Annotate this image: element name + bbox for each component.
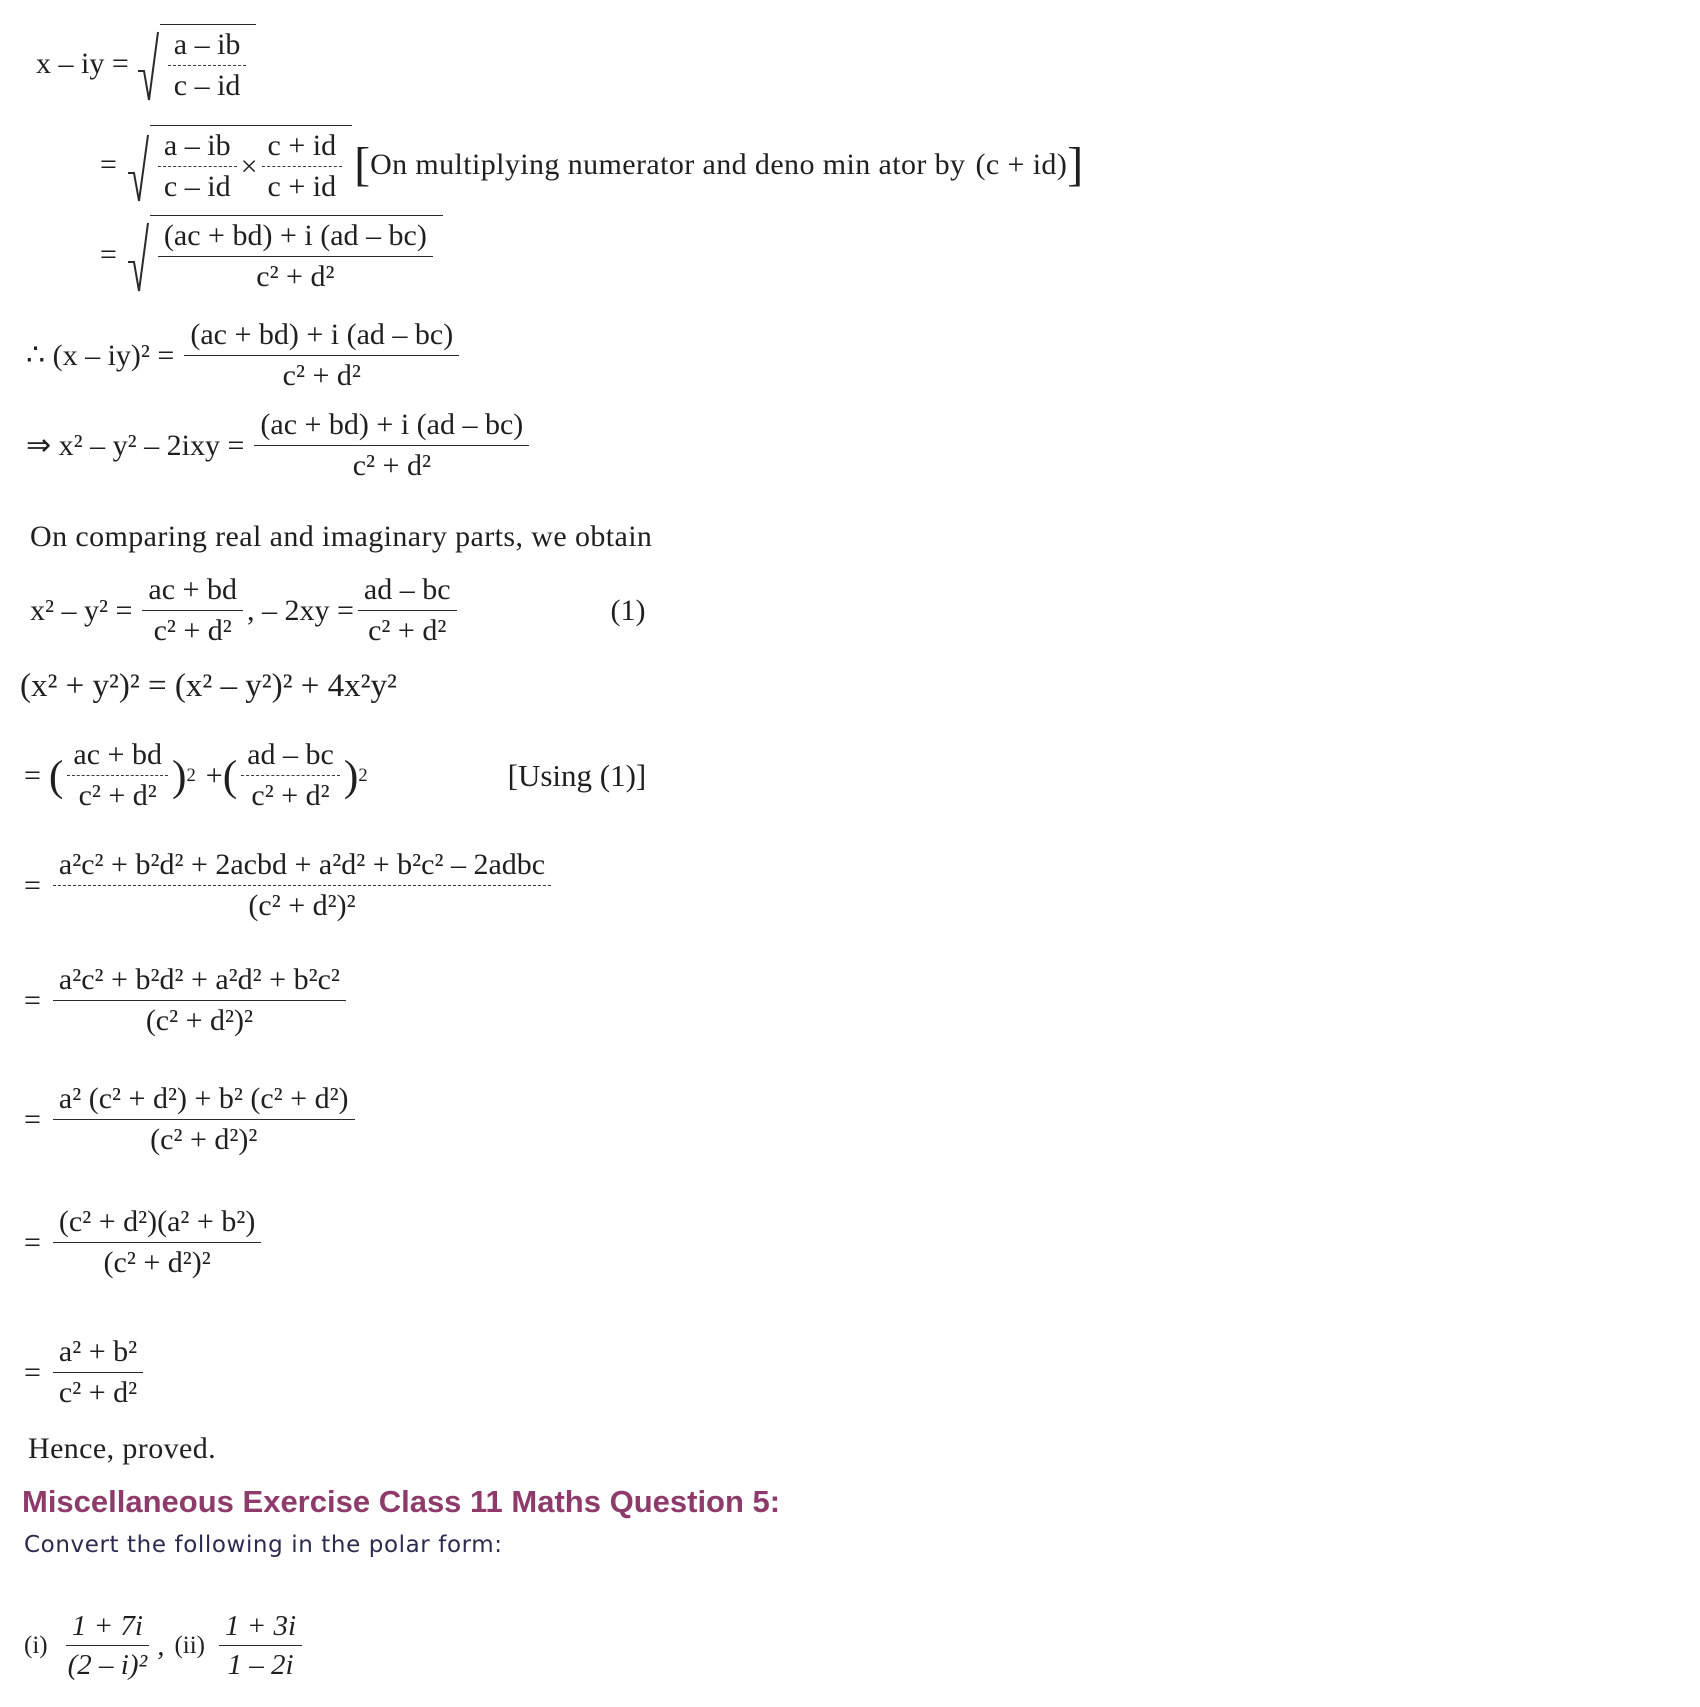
fraction-numerator: (ac + bd) + i (ad – bc) bbox=[158, 219, 433, 257]
fraction bbox=[53, 1205, 261, 1280]
equation-2-lhs: = bbox=[100, 147, 117, 181]
fraction bbox=[53, 963, 346, 1038]
equation-line-8 bbox=[20, 668, 397, 705]
radical-icon bbox=[127, 215, 150, 294]
fraction-denominator: c² + d² bbox=[256, 259, 335, 293]
close-paren: ) bbox=[171, 751, 187, 800]
equation-1-lhs: x – iy = bbox=[36, 46, 129, 80]
fraction-numerator: c + id bbox=[262, 129, 343, 167]
equation-line-11 bbox=[24, 963, 350, 1038]
hence-proved-text: Hence, proved. bbox=[28, 1432, 217, 1465]
equation-13-lhs: = bbox=[24, 1225, 41, 1259]
fraction-numerator: a – ib bbox=[168, 28, 247, 66]
fraction-denominator: c + id bbox=[267, 169, 337, 203]
close-paren: ) bbox=[343, 751, 359, 800]
fraction-numerator: ad – bc bbox=[358, 573, 457, 611]
fraction-numerator: ac + bd bbox=[142, 573, 243, 611]
fraction-numerator: a²c² + b²d² + 2acbd + a²d² + b²c² – 2adbc bbox=[53, 848, 551, 886]
question-i-fraction bbox=[62, 1610, 154, 1683]
fraction bbox=[53, 1335, 143, 1410]
equation-11-lhs: = bbox=[24, 983, 41, 1017]
fraction-second bbox=[358, 573, 457, 648]
sqrt-group bbox=[137, 24, 257, 103]
equation-line-10 bbox=[24, 848, 555, 923]
equation-number-tag: (1) bbox=[610, 593, 646, 627]
fraction-numerator: a² + b² bbox=[53, 1335, 143, 1373]
sqrt-radicand bbox=[160, 24, 257, 103]
fraction-numerator: a²c² + b²d² + a²d² + b²c² bbox=[53, 963, 346, 1001]
fraction-first bbox=[67, 738, 168, 813]
equation-2-note-tail: (c + id) bbox=[975, 147, 1068, 181]
radical-icon bbox=[137, 24, 160, 103]
multiplication-sign: × bbox=[240, 149, 258, 183]
equation-line-14 bbox=[24, 1335, 147, 1410]
equation-5-lhs: ⇒ x² – y² – 2ixy = bbox=[26, 429, 245, 462]
sqrt-radicand bbox=[150, 215, 443, 294]
fraction-denominator: c² + d² bbox=[352, 448, 431, 482]
equation-line-2 bbox=[100, 125, 1083, 204]
fraction-numerator: (ac + bd) + i (ad – bc) bbox=[184, 318, 459, 356]
equation-line-1 bbox=[36, 24, 258, 103]
equation-12-lhs: = bbox=[24, 1102, 41, 1136]
fraction-numerator: ad – bc bbox=[241, 738, 340, 776]
question-instruction: Convert the following in the polar form: bbox=[24, 1532, 503, 1558]
fraction-numerator: a – ib bbox=[158, 129, 237, 167]
fraction-numerator: (ac + bd) + i (ad – bc) bbox=[254, 408, 529, 446]
plus-sign: + bbox=[205, 758, 223, 792]
fraction-denominator: (2 – i)² bbox=[67, 1649, 148, 1682]
fraction-second bbox=[241, 738, 340, 813]
fraction-denominator: 1 – 2i bbox=[227, 1649, 294, 1682]
equation-line-5 bbox=[26, 408, 533, 483]
fraction-denominator: c² + d² bbox=[251, 778, 330, 812]
open-bracket: [ bbox=[354, 138, 371, 191]
fraction-denominator: c² + d² bbox=[368, 613, 447, 647]
fraction bbox=[158, 219, 433, 294]
sqrt-group bbox=[127, 215, 443, 294]
equation-line-13 bbox=[24, 1205, 265, 1280]
fraction bbox=[53, 1082, 355, 1157]
fraction-second bbox=[262, 129, 343, 204]
equation-14-lhs: = bbox=[24, 1355, 41, 1389]
fraction-denominator: (c² + d²)² bbox=[150, 1122, 258, 1156]
fraction-denominator: c² + d² bbox=[153, 613, 232, 647]
equation-10-lhs: = bbox=[24, 868, 41, 902]
fraction-denominator: (c² + d²)² bbox=[103, 1245, 211, 1279]
question-separator: , bbox=[157, 1629, 165, 1662]
using-note: [Using (1)] bbox=[507, 757, 647, 793]
equation-4-lhs: ∴ (x – iy)² = bbox=[26, 339, 175, 372]
fraction-denominator: c² + d² bbox=[58, 1375, 138, 1409]
identity-expression: (x² + y²)² = (x² – y²)² + 4x²y² bbox=[20, 668, 397, 704]
fraction-numerator: ac + bd bbox=[67, 738, 168, 776]
equation-line-3 bbox=[100, 215, 445, 294]
fraction-numerator: 1 + 3i bbox=[219, 1610, 302, 1646]
question-ii-label: (ii) bbox=[174, 1632, 205, 1660]
radical-icon bbox=[127, 125, 150, 204]
fraction-numerator: a² (c² + d²) + b² (c² + d²) bbox=[53, 1082, 355, 1120]
equation-line-4 bbox=[26, 318, 463, 393]
equation-7-mid: , – 2xy = bbox=[246, 593, 354, 627]
comparing-parts-text: On comparing real and imaginary parts, we obtain bbox=[30, 520, 653, 553]
fraction-denominator: c – id bbox=[173, 68, 241, 102]
fraction-denominator: c² + d² bbox=[282, 358, 361, 392]
equation-7-lhs: x² – y² = bbox=[30, 593, 133, 627]
sqrt-radicand bbox=[150, 125, 352, 204]
question-ii-fraction bbox=[219, 1610, 302, 1683]
fraction-denominator: (c² + d²)² bbox=[145, 1003, 254, 1037]
fraction-denominator: c² + d² bbox=[78, 778, 157, 812]
fraction bbox=[53, 848, 551, 923]
equation-9-lhs: = bbox=[24, 758, 41, 792]
fraction-first bbox=[142, 573, 243, 648]
equation-line-7 bbox=[30, 573, 646, 648]
close-bracket: ] bbox=[1067, 138, 1084, 191]
fraction-denominator: (c² + d²)² bbox=[248, 888, 356, 922]
equation-3-lhs: = bbox=[100, 237, 117, 271]
question-heading: Miscellaneous Exercise Class 11 Maths Question 5: bbox=[22, 1484, 781, 1519]
equation-line-12 bbox=[24, 1082, 359, 1157]
fraction bbox=[254, 408, 529, 483]
question-list bbox=[24, 1610, 306, 1683]
equation-line-9: = ( $\frac{ac + bd}{\text{c² + d²}}$ ) 2 + ( $\frac{ad - bc}{\text{c² + d²}}$ ) 2 [Using (1)] bbox=[24, 738, 647, 812]
sqrt-group bbox=[127, 125, 352, 204]
fraction-first bbox=[158, 129, 237, 204]
question-i-label: (i) bbox=[24, 1632, 48, 1660]
fraction-numerator: (c² + d²)(a² + b²) bbox=[53, 1205, 261, 1243]
open-paren: ( bbox=[222, 751, 238, 800]
fraction-denominator: c – id bbox=[163, 169, 231, 203]
fraction bbox=[184, 318, 459, 393]
fraction bbox=[168, 28, 247, 103]
fraction-numerator: 1 + 7i bbox=[66, 1610, 149, 1646]
equation-2-note: On multiplying numerator and deno min ator by bbox=[370, 147, 966, 181]
open-paren: ( bbox=[48, 751, 64, 800]
